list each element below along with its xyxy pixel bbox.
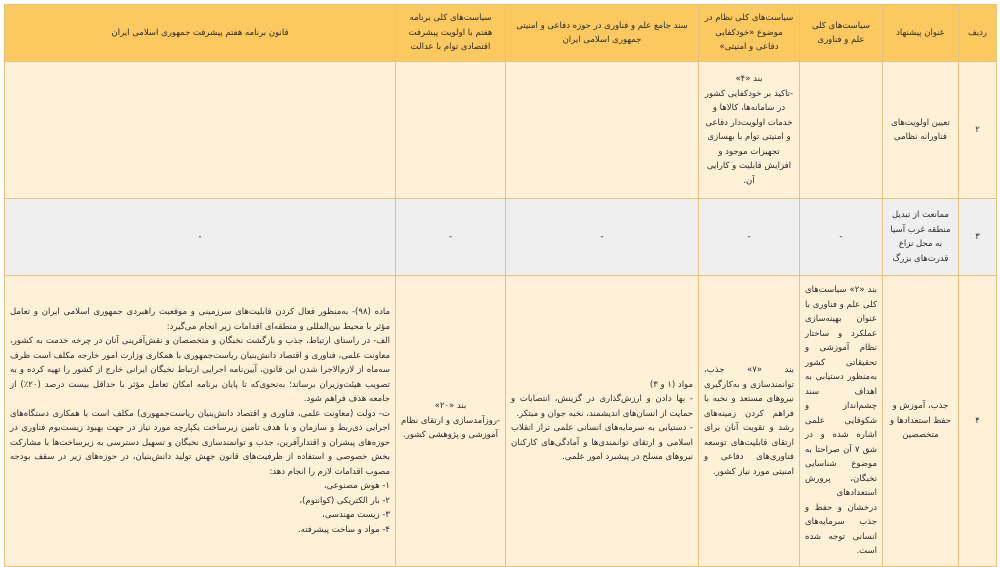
row-number: ۲ bbox=[959, 62, 997, 199]
table-row bbox=[5, 199, 997, 276]
row-number: ۴ bbox=[959, 276, 997, 567]
table-header-row bbox=[5, 5, 997, 62]
row-number: ۳ bbox=[959, 199, 997, 276]
seventh-plan-policy-cell bbox=[396, 62, 506, 199]
science-policy-cell: بند «۲» سیاست‌های کلی علم و فناوری با عنوان بهینه‌سازی عملکرد و ساختار نظام آموزشی و تحقیقاتی کشور به‌منظور دستیابی به اهداف سند چشم‌انداز و شکوفایی علمی اشاره شده و در شق ۷ آن صراحتا به موضوع شناسایی نخبگان، پرورش استعدادهای درخشان و حفظ و جذب سرمایه‌های انسانی توجه شده است. bbox=[800, 276, 883, 567]
seventh-plan-policy-cell bbox=[396, 199, 506, 276]
header-row-number: ردیف bbox=[959, 5, 997, 62]
defense-document-cell bbox=[506, 62, 699, 199]
header-science-policy: سیاست‌های کلی علم و فناوری bbox=[800, 5, 883, 62]
dash-text: - bbox=[839, 231, 843, 242]
seventh-plan-law-cell bbox=[5, 199, 396, 276]
proposal-title: جذب، آموزش و حفظ استعدادها و متخصصین bbox=[883, 276, 959, 567]
science-policy-cell bbox=[800, 199, 883, 276]
self-sufficiency-cell: بند «۴» -تاکید بر خودکفایی کشور در سامانه‌ها، کالاها و خدمات اولویت‌دار دفاعی و امنیتی توام با بهسازی تجهیزات موجود و افزایش قابلیت و کارایی آن. bbox=[699, 62, 800, 199]
proposal-title: ممانعت از تبدیل منطقه غرب آسیا به محل نزاع قدرت‌های بزرگ bbox=[883, 199, 959, 276]
header-self-sufficiency-policy: سیاست‌های کلی نظام در موضوع «خودکفایی دفاعی و امنیتی» bbox=[699, 5, 800, 62]
dash-text: - bbox=[600, 231, 604, 242]
self-sufficiency-cell: بند «۷» جذب، توانمندسازی و به‌کارگیری نیروهای مستعد و نخبه با فراهم کردن زمینه‌های رشد و تقویت آنان برای ارتقای قابلیت‌های توسعه فناوری‌های دفاعی و امنیتی مورد نیاز کشور. bbox=[699, 276, 800, 567]
dash-text: - bbox=[198, 231, 202, 242]
seventh-plan-law-cell bbox=[5, 62, 396, 199]
header-seventh-plan-policy: سیاست‌های کلی برنامه هفتم با اولویت پیشرفت اقتصادی توام با عدالت bbox=[396, 5, 506, 62]
table-row bbox=[5, 62, 997, 199]
header-defense-document: سند جامع علم و فناوری در حوزه دفاعی و امنیتی جمهوری اسلامی ایران bbox=[506, 5, 699, 62]
self-sufficiency-cell bbox=[699, 199, 800, 276]
dash-text: - bbox=[747, 231, 751, 242]
proposals-table bbox=[4, 4, 997, 567]
defense-document-cell: مواد (۱ و ۳) - بها دادن و ارزش‌گذاری در گزینش، انتصابات و حمایت از انسان‌های اندیشمند، نخبه جوان و مبتکر. - دستیابی به سرمایه‌های انسانی علمی تراز انقلاب اسلامی و ارتقای توانمندی‌ها و آمادگی‌های کارکنان نیروهای مسلح در پیشبرد امور علمی. bbox=[506, 276, 699, 567]
dash-text: - bbox=[448, 231, 453, 242]
header-seventh-plan-law: قانون برنامه هفتم پیشرفت جمهوری اسلامی ایران bbox=[5, 5, 396, 62]
seventh-plan-policy-cell: بند «۲۰» -روزآمدسازی و ارتقای نظام آموزشی و پژوهشی کشور. bbox=[396, 276, 506, 567]
proposal-title: تعیین اولویت‌های فناورانه نظامی bbox=[883, 62, 959, 199]
header-proposal-title: عنوان پیشنهاد bbox=[883, 5, 959, 62]
seventh-plan-law-cell: ماده (۹۸)- به‌منظور فعال کردن قابلیت‌های سرزمینی و موقعیت راهبردی جمهوری اسلامی ایران و تعامل مؤثر با محیط بین‌المللی و منطقه‌ای اقدامات زیر انجام می‌گیرد: الف- در راستای ارتباط، جذب و بازگشت نخبگان و متخصصان و نقش‌آفرینی آنان در چرخه خدمت به کشور، معاونت علمی، فناوری و اقتصاد دانش‌بنیان ریاست‌جمهوری با همکاری وزارت امور خارجه مکلف است ظرف سه‌ماه از لازم‌الاجرا شدن این قانون، آیین‌نامه اجرایی ارتباط نخبگان ایرانی خارج از کشور را تهیه کرده و به تصویب هیئت‌وزیران برساند؛ به‌نحوی‌که تا پایان برنامه امکان تعامل مؤثر با حداقل بیست درصد (۲۰٪) از جامعه هدف فراهم شود. ت- دولت (معاونت علمی، فناوری و اقتصاد دانش‌بنیان ریاست‌جمهوری) مکلف است با همکاری دستگاه‌های اجرایی ذی‌ربط و سازمان و با هدف تامین زیرساخت یکپارچه مورد نیاز در جهت بهبود زیست‌بوم فناوری در حوزه‌های پیشران و اقتدارآفرین، جذب و توانمندسازی نخبگان و تسهیل دسترسی به زیرساخت‌ها با مشارکت بخش خصوصی و استفاده از ظرفیت‌های قانون جهش تولید دانش‌بنیان، در حوزه‌های زیر در سقف بودجه مصوب اقدامات لازم را انجام دهد: ۱- هوش مصنوعی، ۲- بار الکتریکی (کوانتوم)، ۳- زیست مهندسی، ۴- مواد و ساخت پیشرفته. bbox=[5, 276, 396, 567]
defense-document-cell bbox=[506, 199, 699, 276]
science-policy-cell bbox=[800, 62, 883, 199]
table-row bbox=[5, 276, 997, 567]
